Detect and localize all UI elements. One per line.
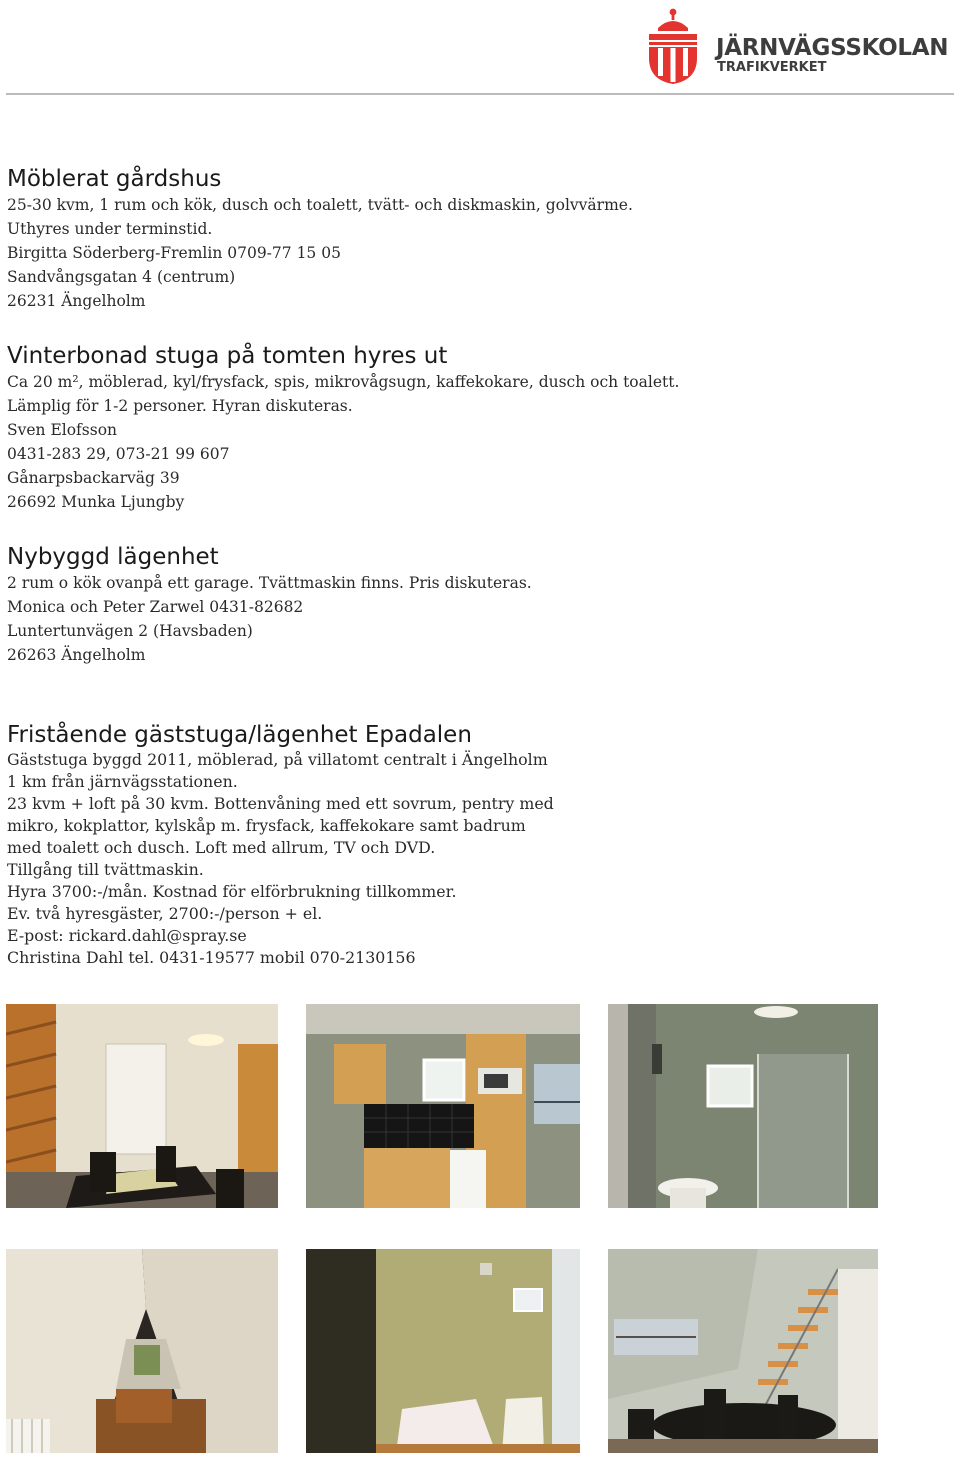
- listing-line: Uthyres under terminstid.: [7, 220, 213, 238]
- page-header: [0, 0, 960, 96]
- listing-line: Ev. två hyresgäster, 2700:-/person + el.: [7, 904, 323, 923]
- listing-line: Sven Elofsson: [7, 421, 118, 439]
- logo-subtitle: TRAFIKVERKET: [717, 60, 827, 75]
- header-divider: [6, 93, 954, 95]
- listing-line: Monica och Peter Zarwel 0431-82682: [7, 598, 304, 616]
- listing-line: 23 kvm + loft på 30 kvm. Bottenvåning med ett sovrum, pentry med: [7, 794, 554, 813]
- photo-living-room: [6, 1004, 278, 1208]
- listing-line: 2 rum o kök ovanpå ett garage. Tvättmaskin finns. Pris diskuteras.: [7, 574, 532, 592]
- listing-line: Gånarpsbackarväg 39: [7, 469, 180, 487]
- jarnvagsskolan-logo: [644, 6, 960, 86]
- listing-line: 1 km från järnvägsstationen.: [7, 772, 238, 791]
- listing-line: Lämplig för 1-2 personer. Hyran diskuteras.: [7, 397, 353, 415]
- listing-line: 26692 Munka Ljungby: [7, 493, 185, 511]
- listing-heading: Möblerat gårdshus: [7, 166, 222, 192]
- listing-line: Hyra 3700:-/mån. Kostnad för elförbrukning tillkommer.: [7, 882, 457, 901]
- listing-line: Ca 20 m², möblerad, kyl/frysfack, spis, mikrovågsugn, kaffekokare, dusch och toalett.: [7, 373, 680, 391]
- listing-line: mikro, kokplattor, kylskåp m. frysfack, kaffekokare samt badrum: [7, 816, 526, 835]
- listing-winterized-cottage: [7, 342, 707, 514]
- photo-kitchenette: [306, 1004, 580, 1208]
- listing-guest-cottage-epadalen: [7, 721, 707, 969]
- logo-title: JÄRNVÄGSSKOLAN: [716, 35, 949, 61]
- photo-loft-attic: [6, 1249, 278, 1453]
- listing-heading: Nybyggd lägenhet: [7, 544, 219, 570]
- listing-heading: Vinterbonad stuga på tomten hyres ut: [7, 343, 448, 369]
- listing-line: 26231 Ängelholm: [7, 292, 146, 310]
- listing-new-apartment: [7, 543, 707, 667]
- listing-line: Christina Dahl tel. 0431-19577 mobil 070-2130156: [7, 948, 416, 967]
- listing-line: 26263 Ängelholm: [7, 646, 146, 664]
- photo-bedroom: [306, 1249, 580, 1453]
- listing-line: Gäststuga byggd 2011, möblerad, på villatomt centralt i Ängelholm: [7, 750, 548, 769]
- listing-line: Tillgång till tvättmaskin.: [7, 860, 204, 879]
- listing-line: med toalett och dusch. Loft med allrum, TV och DVD.: [7, 838, 436, 857]
- listing-line: Birgitta Söderberg-Fremlin 0709-77 15 05: [7, 244, 341, 262]
- listing-furnished-courtyard-house: [7, 165, 707, 313]
- listing-line: E-post: rickard.dahl@spray.se: [7, 926, 247, 945]
- listing-line: Sandvångsgatan 4 (centrum): [7, 268, 236, 286]
- photo-dining-staircase: [608, 1249, 878, 1453]
- listing-heading: Fristående gäststuga/lägenhet Epadalen: [7, 722, 472, 748]
- crown-logo-icon: [644, 6, 702, 86]
- photo-bathroom: [608, 1004, 878, 1208]
- listing-line: 25-30 kvm, 1 rum och kök, dusch och toalett, tvätt- och diskmaskin, golvvärme.: [7, 196, 633, 214]
- listing-line: 0431-283 29, 073-21 99 607: [7, 445, 230, 463]
- listing-line: Luntertunvägen 2 (Havsbaden): [7, 622, 253, 640]
